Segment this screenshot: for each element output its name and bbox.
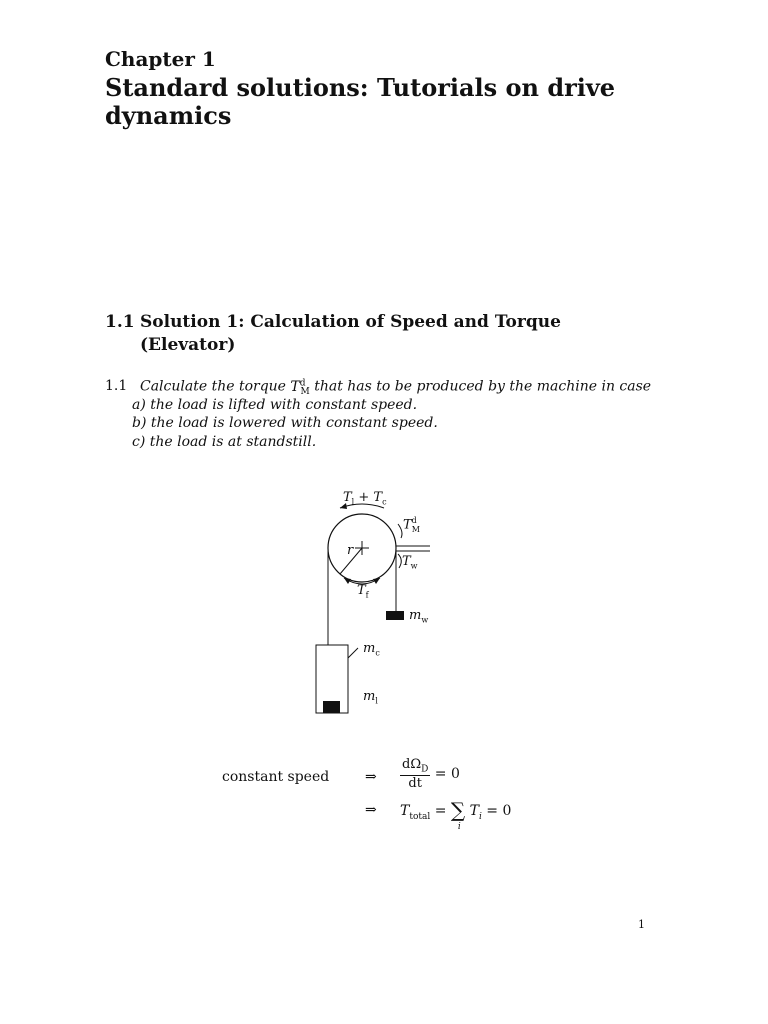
motor-torque-arrow <box>398 524 402 538</box>
chapter-label: Chapter 1 <box>105 47 216 71</box>
motor-torque-label: $T^d_M$ <box>403 516 420 534</box>
equation-torque-sum: $T_{total}$ = ∑ i $T_i = 0$ <box>400 798 512 832</box>
section-number: 1.1 <box>105 312 135 332</box>
implies-symbol-2: ⇒ <box>365 802 377 818</box>
cabin-mass-leader <box>348 648 358 658</box>
task-number: 1.1 <box>105 378 128 394</box>
section-title-line2: (Elevator) <box>140 335 236 355</box>
weight-torque-arrow <box>398 554 401 568</box>
task-intro-text: Calculate the torque <box>140 378 286 395</box>
top-torque-label: $T_l + T_c$ <box>343 490 387 507</box>
load-block <box>323 701 340 713</box>
sum-symbol: ∑ i <box>450 798 466 832</box>
implies-symbol-1: ⇒ <box>365 769 377 785</box>
task-intro <box>140 378 651 397</box>
condition-label: constant speed <box>222 769 330 785</box>
task-item-c: c) the load is at standstill. <box>132 434 317 450</box>
torque-symbol: $T^d_M$ <box>290 378 310 398</box>
elevator-diagram <box>300 480 460 725</box>
weight-torque-label: $T_w$ <box>402 554 418 571</box>
section-heading <box>105 311 705 357</box>
equation-speed-derivative: $\frac{d\Omega_D}{dt}$ = 0 <box>402 757 460 791</box>
load-mass-label: $m_l$ <box>363 689 378 706</box>
derivative-fraction: $\frac{d\Omega_D}{dt}$ <box>402 757 429 791</box>
chapter-title: Standard solutions: Tutorials on drive dynamics <box>105 73 616 130</box>
friction-torque-label: $T_f$ <box>357 583 369 600</box>
cabin-mass-label: $m_c$ <box>363 641 380 658</box>
page-number: 1 <box>638 918 645 931</box>
task-intro-rest: that has to be produced by the machine in case <box>314 378 652 395</box>
counterweight <box>386 611 404 620</box>
radius-label: r <box>347 543 354 558</box>
task-item-b: b) the load is lowered with constant speed. <box>132 415 438 431</box>
task-item-a: a) the load is lifted with constant speed. <box>132 397 418 413</box>
counterweight-mass-label: $m_w$ <box>409 608 429 625</box>
section-title-line1: Solution 1: Calculation of Speed and Torque <box>140 312 561 332</box>
